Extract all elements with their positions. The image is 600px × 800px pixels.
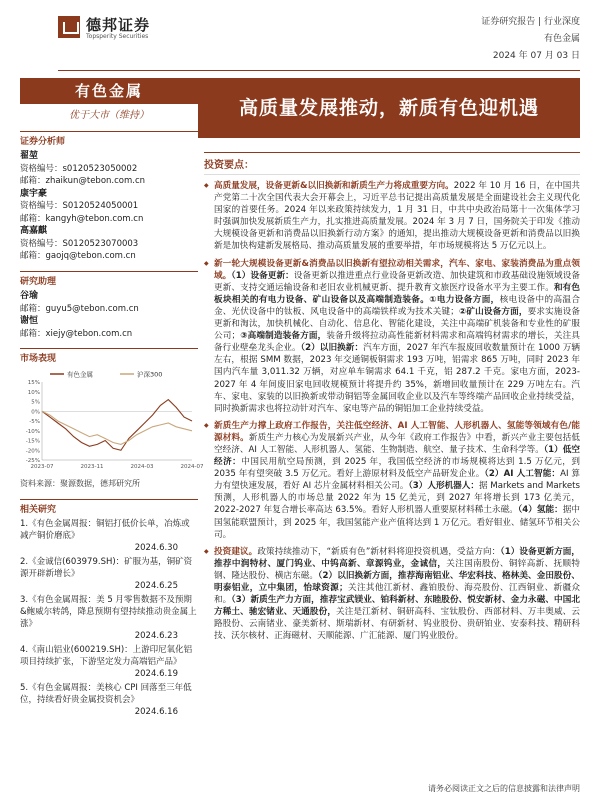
key-point-highlight: （3）新质生产力方面，推荐宝武镁业、铂科新材、东睦股份、悦安新材、金力永磁、中国北方稀土、驰宏锗业、天通股份， <box>214 595 580 618</box>
header-divider <box>58 70 580 71</box>
x-tick-label: 2024-03 <box>130 463 154 470</box>
key-point <box>204 258 580 415</box>
key-point-text: 核电设备中的高温合金、光伏设备中的钛板、风电设备中的高端铁样或为技术关键； <box>214 294 580 317</box>
key-point-text: 中国民用航空局预测，到 2025 年，我国低空经济的市场规模将达到 1.5 万亿元，到 2035 年有望突破 3.5 万亿元。看好上游原材料及低空产品研发企业。 <box>214 457 580 480</box>
key-point-text: 新质生产力核心为发展新兴产业，从今年《政府工作报告》中看，新兴产业主要包括低空经济、AI 人工智能、人形机器人、氢能、生物制造、航空、量子技术、生命科学等。 <box>214 432 580 455</box>
key-point <box>204 546 580 643</box>
related-report-text: 1.《有色金属周报：铜铝打低价长单，冶炼或减产铜价磨底》 <box>20 519 190 541</box>
analyst-email[interactable]: 邮箱：zhaikun@tebon.com.cn <box>20 176 146 186</box>
analyst-name: 翟堃 <box>20 151 39 161</box>
key-point-highlight: （3）人形机器人： <box>408 481 479 492</box>
main-content <box>204 78 580 642</box>
assistant-email[interactable]: 邮箱：guyu5@tebon.com.cn <box>20 303 139 314</box>
key-point-highlight: （2）以旧换新： <box>300 343 364 354</box>
key-point-text: 关注国南股份、铜锌高新、抚顺特钢、隆达股份、横店东磁。 <box>214 558 580 581</box>
key-point-text: 关注其他江新材、鑫铂股份、海亮股份、江西铜业、新疆众和。 <box>214 583 580 606</box>
y-tick-label: -10% <box>25 428 40 435</box>
related-title: 相关研究 <box>20 504 57 515</box>
legend-label: 有色金属 <box>67 370 93 378</box>
key-point-text: 2022 年 10 月 16 日，在中国共产党第二十次全国代表大会开幕会上，习近平总书记提出高质量发展是全面建设社会主义现代化国家的首要任务。2024 年以来政策持续发力，1 月 31 日，中共中央政治局第十一次集体学习时强调加快发展新质生产力，扎实推进高质量发展。2024 年 3 月 7 日，国务院关于印发《推动大规模设备更新和消费品以旧换新行动方案》的通知，提出推动大规模设备更新和消费品以旧换新是加快构建新发展格局、推动高质量发展的重要举措，年市场规模将达 5 万亿元以上。 <box>214 181 580 252</box>
assistants-title: 研究助理 <box>20 276 57 287</box>
header-sector: 有色金属 <box>543 34 580 44</box>
related-report[interactable] <box>20 682 198 718</box>
y-tick-label: 10% <box>27 389 40 396</box>
key-point-highlight: 新质生产力撑上政府工作报告，关注低空经济、AI 人工智能、人形机器人、氢能等领域有色/能源材料。 <box>214 420 580 443</box>
key-point-highlight: （4）氢能： <box>517 505 563 516</box>
analysts-section <box>20 131 198 263</box>
key-point-highlight: ②矿山设备方面， <box>458 306 528 317</box>
analysts-title: 证券分析师 <box>20 136 66 147</box>
key-point-text: 据 Markets and Markets 预测，人形机器人的市场总量 2022 年为 15 亿美元，到 2027 年将增长到 173 亿美元，2022-2027 年复合增长率高达 63.5%。看好人形机器人重要原材料稀土永磁。 <box>214 481 580 516</box>
key-point-highlight: 新一轮大规模设备更新&消费品以旧换新有望拉动相关需求，汽车、家电、家装消费品为重点领域。 <box>214 258 580 281</box>
rating-label: 优于大市（维持） <box>69 110 149 121</box>
market-title: 市场表现 <box>20 354 57 364</box>
chart-source-note: 资料来源：聚源数据，德邦研究所 <box>20 479 140 488</box>
related-report[interactable] <box>20 518 198 554</box>
key-point-highlight: （1）低空经济： <box>214 444 580 468</box>
key-point-highlight: （2）以旧换新方面，推荐海南铝业、华宏科技、格林美、金田股份、明泰铝业，立中集团，怡球资源； <box>214 570 580 593</box>
y-tick-label: -20% <box>25 447 40 454</box>
key-point-highlight: ③高端制造装备方面， <box>240 331 327 342</box>
report-date: 2024 年 07 月 03 日 <box>492 51 580 61</box>
header-meta <box>340 14 580 65</box>
related-report-date: 2024.6.25 <box>134 581 178 591</box>
performance-chart <box>20 368 204 473</box>
x-tick-label: 2023-07 <box>30 463 54 470</box>
key-point-text: 汽车方面，2027 年汽车报废回收数量预计在 1000 万辆左右，根据 SMM 数据，2023 年交通铜板铜需求 193 万吨，铝需求 865 万吨，同时 2023 年国内汽车量 3,011.32 万辆，对应单车铜需求 64.1 千克，铝 287.2 千克。家电方面，2023-2027 年 4 年间废旧家电回收规模预计将提升约 35%，新增回收量预计在 229 万吨左右。汽车、家电、家装的以旧换新或带动铜铝等金属回收企业以及汽车等终端产品回收企业持续受益，同时换新需求也将拉动针对汽车、家电等产品的铜铝加工企业持续受益。 <box>214 343 580 414</box>
y-tick-label: -5% <box>29 418 40 425</box>
analyst-email[interactable]: 邮箱：gaojq@tebon.com.cn <box>20 251 136 261</box>
analyst-cert: 资格编号：S0120523070003 <box>20 238 139 249</box>
related-section <box>20 499 198 719</box>
related-report-text: 2.《金诚信(603979.SH)：矿服为基，铜矿资源开辟新增长》 <box>20 557 193 579</box>
key-point-text: 关注是江新材、铜研高科、宝钛股份、西部材料、万丰奥威、云路股份、云南锗业、豪美新材、斯瑞新材、有研新材、钨业股份、贵研铂业、安泰科技、精研科技、沃尔核材、正海磁材、天顺能源、广汇能源、厦门钨业股份。 <box>214 607 580 642</box>
assistant-email[interactable]: 邮箱：xiejy@tebon.com.cn <box>20 328 133 339</box>
y-tick-label: -25% <box>25 457 40 464</box>
related-report-text: 3.《有色金属周报：美 5 月零售数据不及预期&鲍威尔转鸽，降息预期有望持续推动贵金属上涨》 <box>20 595 197 629</box>
legend-label: 沪深300 <box>137 370 163 378</box>
key-point <box>204 180 580 253</box>
y-tick-label: 5% <box>31 399 40 405</box>
related-report-date: 2024.6.30 <box>134 543 178 553</box>
company-logo-icon <box>58 16 80 38</box>
related-report-date: 2024.6.16 <box>134 707 178 717</box>
key-point-highlight: 高质量发展，设备更新&以旧换新和新质生产力将成重要方向。 <box>214 181 454 191</box>
key-point-text: 装备升级将拉动高性能新材料需求和高端钨材需求的增长，关注具备行业壁垒龙头企业。 <box>214 331 580 354</box>
related-report[interactable] <box>20 594 198 642</box>
key-point-highlight: （1）设备更新： <box>231 270 294 281</box>
sidebar <box>20 78 204 718</box>
x-tick-label: 2024-07 <box>180 463 204 470</box>
analyst-email[interactable]: 邮箱：kangyh@tebon.com.cn <box>20 213 144 224</box>
assistants-section <box>20 271 198 341</box>
key-point-highlight: 和有色板块相关的有电力设备、矿山设备以及高端制造装备。①电力设备方面， <box>214 282 580 305</box>
analyst-name: 高嘉麒 <box>20 226 48 236</box>
key-point-highlight: 投资建议。 <box>214 546 258 557</box>
key-point-text: AI 算力有望快速发展，看好 AI 芯片金属材料相关公司。 <box>214 469 580 492</box>
related-report-date: 2024.6.19 <box>134 669 178 679</box>
logo-name-cn: 德邦证券 <box>86 16 151 34</box>
related-report-text: 5.《有色金属周报：美核心 CPI 回落至三年低位，持续看好贵金属投资机会》 <box>20 683 192 705</box>
disclaimer: 请务必阅读正文之后的信息披露和法律声明 <box>428 784 580 793</box>
x-tick-label: 2023-11 <box>80 463 104 470</box>
key-point-text: 政策持续推动下，“新质有色”新材料将迎投资机遇，受益方向： <box>257 546 501 557</box>
key-point <box>204 420 580 541</box>
sector-banner: 有色金属 <box>20 78 198 104</box>
key-points-list <box>204 180 580 642</box>
assistant-name: 谷瑜 <box>20 291 39 301</box>
analyst-cert: 资格编号：S0120524050001 <box>20 201 139 211</box>
logo-name-en: Topsperity Securities <box>86 33 149 40</box>
y-tick-label: -15% <box>25 438 40 444</box>
key-points-title: 投资要点： <box>204 152 580 175</box>
key-point-highlight: （2）AI 人工智能： <box>484 469 561 480</box>
assistant-name: 谢恒 <box>20 316 39 326</box>
key-point-highlight: （1）设备更新方面，推荐中润特材、厦门钨业、中钨高新、章源钨业，金诚信， <box>214 546 580 569</box>
related-report-date: 2024.6.23 <box>134 631 178 641</box>
report-header <box>0 0 600 70</box>
related-report[interactable] <box>20 644 198 680</box>
series-line <box>42 399 192 450</box>
y-tick-label: 15% <box>27 379 40 386</box>
report-title: 高质量发展推动，新质有色迎机遇 <box>198 78 580 138</box>
related-report-text: 4.《南山铝业(600219.SH)：上游印尼氧化铝项目持续扩张，下游坚定发力高端铝产品》 <box>20 645 193 667</box>
report-type: 证券研究报告 | 行业深度 <box>481 17 580 27</box>
key-point-text: 要求实施设备更新和淘汰，加快机械化、自动化、信息化、智能化建设，关注中高端矿机装备和专业性的矿服公司； <box>214 306 580 342</box>
analyst-name: 康宇豪 <box>20 188 48 199</box>
related-report[interactable] <box>20 556 198 592</box>
market-section <box>20 348 204 491</box>
key-point-text: 设备更新以推进重点行业设备更新改造、加快建筑和市政基础设施领域设备更新、支持交通运输设备和老旧农业机械更新、提升教育文旅医疗设备水平为主要工作。 <box>214 270 580 293</box>
analyst-cert: 资格编号：s0120523050002 <box>20 163 138 174</box>
key-point-text: 据中国氢能联盟预计，到 2025 年，我国氢能产业产值将达到 1 万亿元。看好钼业、储氢环节相关公司。 <box>214 505 580 540</box>
y-tick-label: 0% <box>31 408 40 415</box>
